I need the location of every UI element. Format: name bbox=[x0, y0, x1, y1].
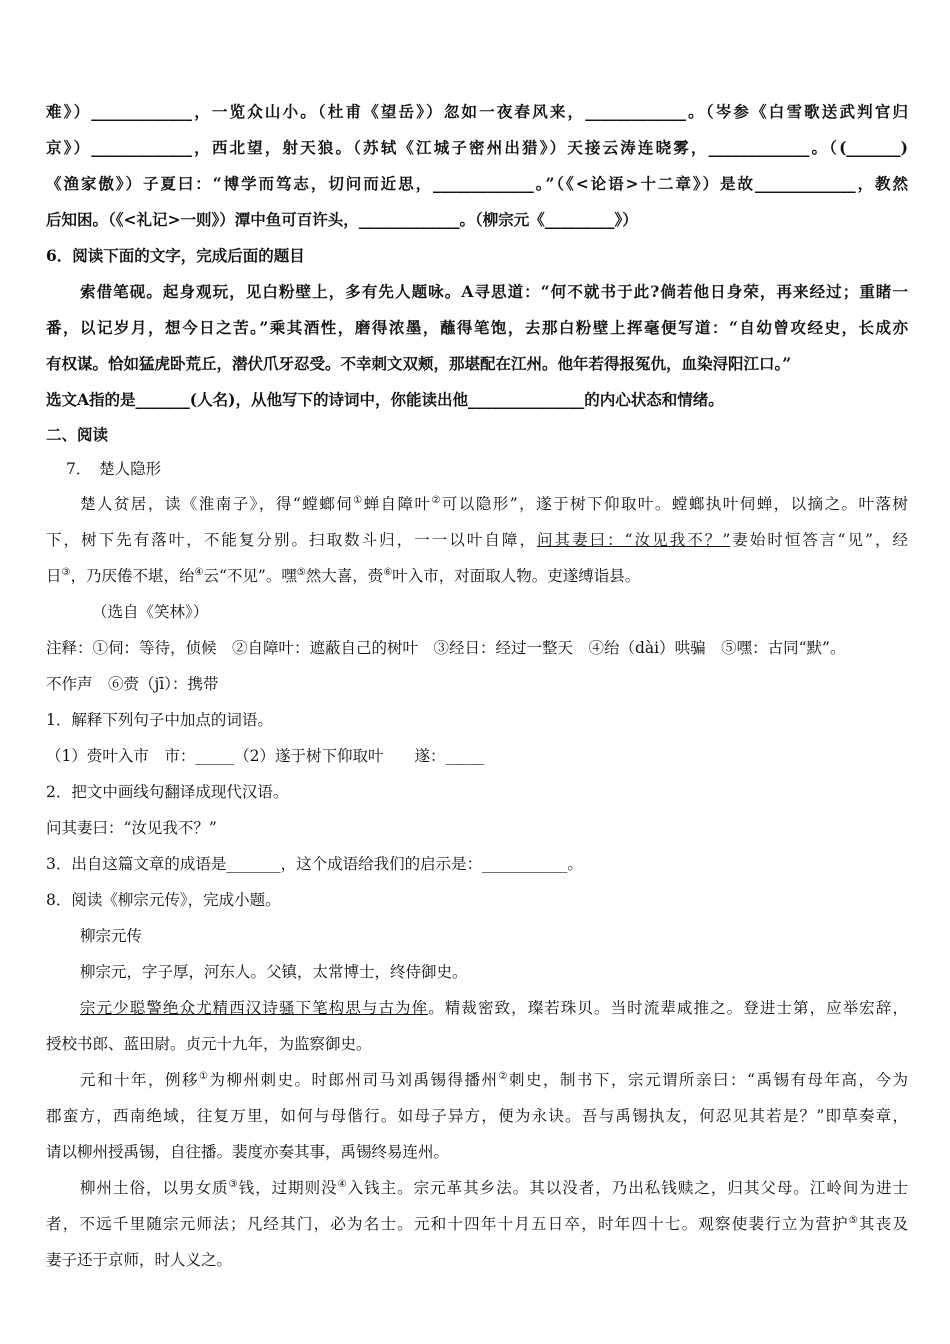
note-marker: ① bbox=[199, 1070, 210, 1082]
underlined-sentence: 宗元少聪警绝众尤精西汉诗骚下笔构思与古为侔 bbox=[80, 999, 429, 1017]
q8-text: 者，不远千里随宗元师法；凡经其门，必为名士。元和十四年十月五日卒，时年四十七。观察使裴行立为营护 bbox=[46, 1215, 849, 1233]
q8-passage-line-9: 妻子还于京师，时人义之。 bbox=[46, 1251, 233, 1269]
q7-text: 然大喜，赍 bbox=[305, 567, 384, 585]
q7-text: 楚人贫居，读《淮南子》，得“螳螂伺 bbox=[80, 495, 354, 513]
q8-passage-line-6: 请以柳州授禹锡，自往播。裴度亦奏其事，禹锡终易连州。 bbox=[46, 1143, 450, 1161]
q7-source: （选自《笑林》） bbox=[92, 603, 209, 621]
q7-passage-line-3 bbox=[46, 558, 908, 594]
q7-text: 叶入市，对面取人物。吏遂缚诣县。 bbox=[392, 567, 641, 585]
note-marker: ③ bbox=[61, 566, 71, 578]
q7-subquestion-2: 2．把文中画线句翻译成现代汉语。 bbox=[46, 783, 289, 801]
q5-line-2: 京》）_____________，西北望，射天狼。（苏轼《江城子密州出猎》）天接云涛连晓雾，_____________。（(_______) bbox=[46, 138, 908, 157]
q6-passage-line-1: 索借笔砚。起身观玩，见白粉壁上，多有先人题咏。A寻思道：“何不就书于此?倘若他日身荣，再来经过；重睹一 bbox=[80, 282, 908, 301]
q6-passage-line-2: 番，以记岁月，想今日之苦。”乘其酒性，磨得浓墨，蘸得笔饱，去那白粉壁上挥毫便写道：“自幼曾攻经史，长成亦 bbox=[46, 318, 908, 337]
q8-passage-line-7 bbox=[46, 1170, 908, 1206]
q8-text: 其丧及 bbox=[859, 1215, 908, 1233]
q8-title: 8．阅读《柳宗元传》，完成小题。 bbox=[46, 891, 281, 909]
q8-text: 元和十年，例移 bbox=[80, 1071, 200, 1089]
note-marker: ⑤ bbox=[296, 566, 306, 578]
q8-passage-line-5: 郡蛮方，西南绝域，往复万里，如何与母偕行。如母子异方，便为永诀。吾与禹锡执友，何忍见其若是？”即草奏章， bbox=[46, 1107, 908, 1125]
q5-line-4: 后知困。（《<礼记>一则》）潭中鱼可百许头，_____________。（柳宗元《_________》） bbox=[46, 210, 638, 229]
q8-text: 刺史，制书下，宗元谓所亲曰：“禹锡有母年高，今为 bbox=[509, 1071, 908, 1089]
note-marker: ① bbox=[353, 494, 364, 506]
q8-passage-line-2 bbox=[46, 990, 908, 1026]
q7-notes-line-2: 不作声 ⑥赍（jī）：携带 bbox=[46, 675, 219, 693]
q7-text: 下，树下先有落叶，不能复分别。扫取数斗归，一一以叶自障， bbox=[46, 531, 537, 549]
q7-text: 妻始时恒答言“见”，经 bbox=[730, 531, 908, 549]
document-page bbox=[46, 94, 908, 1278]
q6-passage-line-3: 有权谋。恰如猛虎卧荒丘，潜伏爪牙忍受。不幸刺文双颊，那堪配在江州。他年若得报冤仇，血染浔阳江口。” bbox=[46, 354, 792, 373]
q7-passage-line-1 bbox=[46, 486, 908, 522]
q5-line-1: 难》）_____________，一览众山小。（杜甫《望岳》）忽如一夜春风来，_____________。（岑参《白雪歌送武判官归 bbox=[46, 102, 908, 121]
q8-text: 入钱主。宗元革其乡法。其以没者，乃出私钱赎之，归其父母。江岭间为进士 bbox=[347, 1179, 908, 1197]
note-marker: ④ bbox=[194, 566, 204, 578]
q7-subquestion-1: 1．解释下列句子中加点的词语。 bbox=[46, 711, 273, 729]
note-marker: ⑤ bbox=[848, 1214, 860, 1226]
q8-passage-line-3: 授校书郎、蓝田尉。贞元十九年，为监察御史。 bbox=[46, 1035, 372, 1053]
q7-subquestion-1-items: （1）赍叶入市 市：_____（2）遂于树下仰取叶 遂：_____ bbox=[46, 747, 485, 765]
q8-passage-line-4 bbox=[46, 1062, 908, 1098]
note-marker: ② bbox=[498, 1070, 509, 1082]
note-marker: ⑥ bbox=[383, 566, 393, 578]
note-marker: ④ bbox=[337, 1178, 348, 1190]
q7-text: 云“不见”。嘿 bbox=[203, 567, 297, 585]
q8-text: 钱，过期则没 bbox=[238, 1179, 338, 1197]
note-marker: ③ bbox=[228, 1178, 239, 1190]
q6-title: 6．阅读下面的文字，完成后面的题目 bbox=[46, 246, 305, 265]
q8-text: 为柳州刺史。时郎州司马刘禹锡得播州 bbox=[209, 1071, 499, 1089]
q7-text: 日 bbox=[46, 567, 62, 585]
q6-question: 选文A指的是_______(人名)，从他写下的诗词中，你能读出他_______________的内心状态和情绪。 bbox=[46, 390, 724, 409]
underlined-sentence: 问其妻曰：“汝见我不？” bbox=[537, 531, 731, 549]
q7-subquestion-2-sentence: 问其妻曰：“汝见我不？” bbox=[46, 819, 217, 837]
q8-heading: 柳宗元传 bbox=[80, 927, 143, 945]
q7-text: 蝉自障叶 bbox=[363, 495, 432, 513]
q8-passage-line-8 bbox=[46, 1206, 908, 1242]
q5-line-3: 《渔家傲》）子夏曰：“博学而笃志，切问而近思，_____________。”（《<论语>十二章》）是故_____________，教然 bbox=[46, 174, 908, 193]
q7-text: 可以隐形”，遂于树下仰取叶。螳螂执叶伺蝉，以摘之。叶落树 bbox=[441, 495, 908, 513]
note-marker: ② bbox=[431, 494, 442, 506]
q8-text: 柳州土俗，以男女质 bbox=[80, 1179, 229, 1197]
q7-title: 7． 楚人隐形 bbox=[66, 460, 162, 478]
q7-subquestion-3: 3．出自这篇文章的成语是_______，这个成语给我们的启示是：___________。 bbox=[46, 855, 583, 873]
section-2-title: 二、阅读 bbox=[46, 425, 109, 444]
q7-passage-line-2 bbox=[46, 522, 908, 558]
q7-text: ，乃厌倦不堪，绐 bbox=[70, 567, 195, 585]
q7-notes-line-1: 注释：①伺：等待，侦候 ②自障叶：遮蔽自己的树叶 ③经日：经过一整天 ④绐（dài）哄骗 ⑤嘿：古同“默”。 bbox=[46, 639, 846, 657]
q8-text: 。精裁密致，璨若珠贝。当时流辈咸推之。登进士第，应举宏辞， bbox=[428, 999, 908, 1017]
q8-passage-line-1: 柳宗元，字子厚，河东人。父镇，太常博士，终侍御史。 bbox=[80, 963, 468, 981]
